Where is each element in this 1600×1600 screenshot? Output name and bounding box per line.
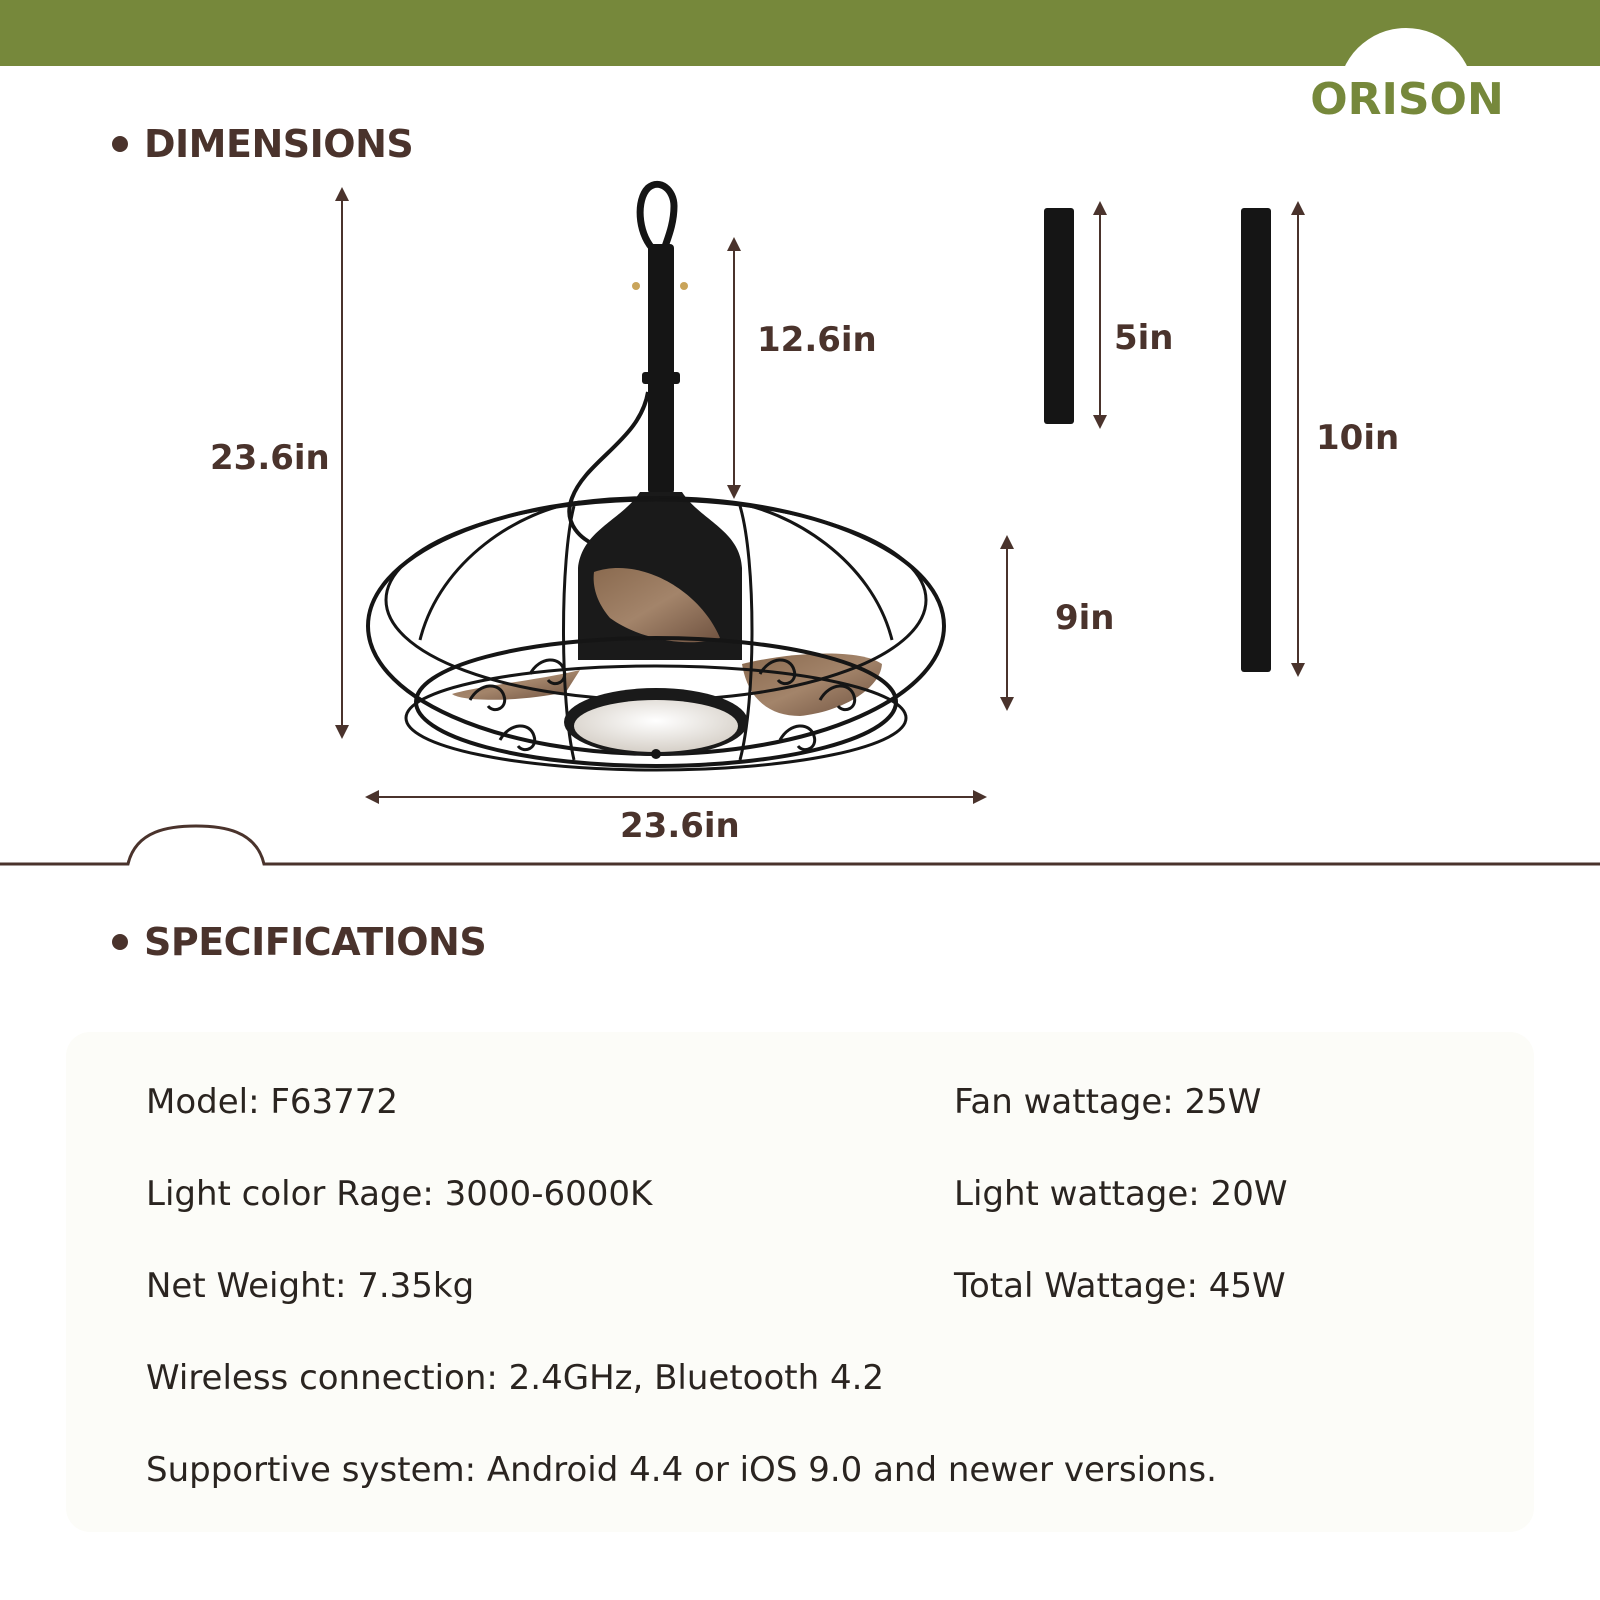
spec-light-color-range: Light color Rage: 3000-6000K: [146, 1174, 653, 1214]
spec-model: Model: F63772: [146, 1082, 399, 1122]
spec-supportive-system: Supportive system: Android 4.4 or iOS 9.0 and newer versions.: [146, 1450, 1217, 1490]
light-lens: [574, 700, 738, 752]
total-height-label: 23.6in: [210, 438, 330, 478]
downrod-long: [1241, 208, 1271, 672]
spec-fan-wattage: Fan wattage: 25W: [954, 1082, 1262, 1122]
section-divider: [0, 820, 1600, 868]
spec-light-wattage: Light wattage: 20W: [954, 1174, 1288, 1214]
spec-total-wattage: Total Wattage: 45W: [954, 1266, 1286, 1306]
fan-blade: [742, 653, 882, 716]
downrod-drop-label: 12.6in: [757, 320, 877, 360]
hanger-loop: [640, 184, 674, 250]
spec-net-weight: Net Weight: 7.35kg: [146, 1266, 475, 1306]
width-label: 23.6in: [620, 806, 740, 846]
downrod: [648, 244, 674, 494]
specifications-heading: [112, 920, 486, 964]
bullet-icon: [112, 934, 128, 950]
downrod-short: [1044, 208, 1074, 424]
dimensions-title: DIMENSIONS: [144, 122, 414, 166]
rod-long-label: 10in: [1316, 418, 1400, 458]
body-height-label: 9in: [1055, 598, 1115, 638]
specifications-title: SPECIFICATIONS: [144, 920, 487, 964]
brand-logo: ORISON: [1310, 74, 1504, 125]
rod-short-label: 5in: [1114, 318, 1174, 358]
spec-wireless: Wireless connection: 2.4GHz, Bluetooth 4.2: [146, 1358, 885, 1398]
